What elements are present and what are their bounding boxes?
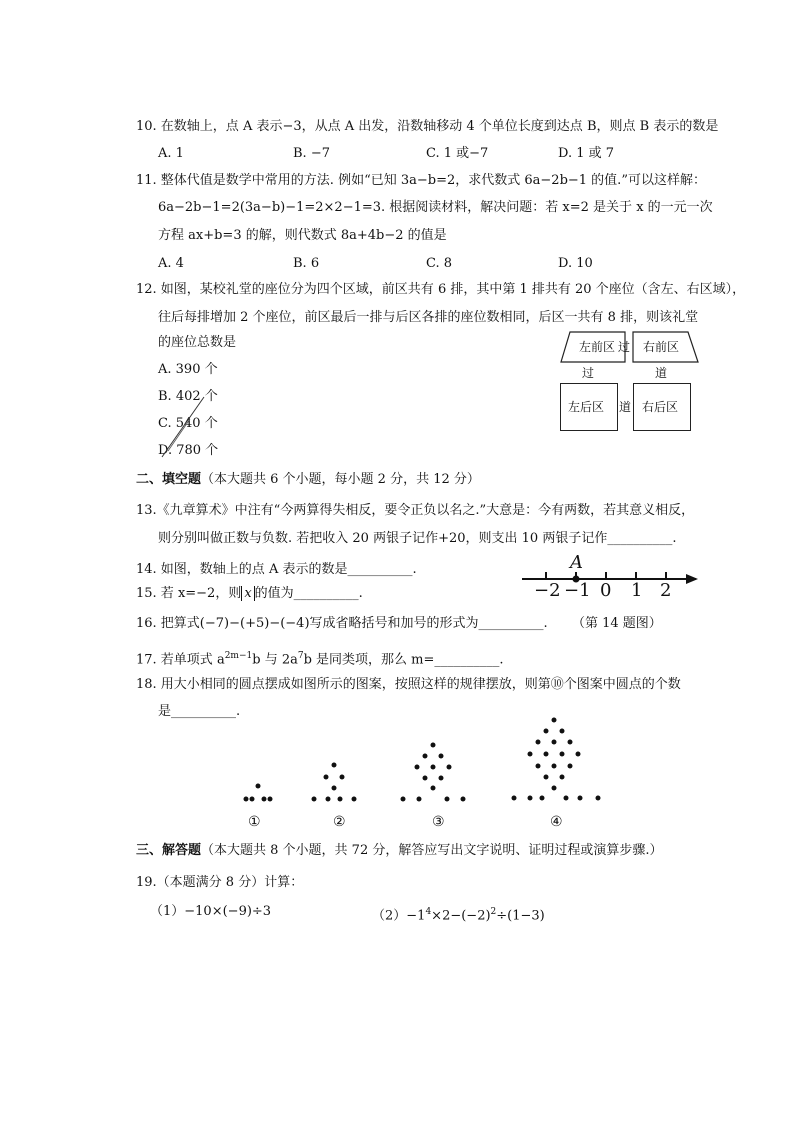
tick-label-1: 1 <box>631 580 643 601</box>
figure-label-1: ① <box>248 814 261 830</box>
q10-option-d: D. 1 或 7 <box>558 146 615 161</box>
tick-label-0: 0 <box>600 580 612 601</box>
aisle-top-label: 过 <box>618 340 631 354</box>
q17-mid: b 与 2a <box>252 652 298 668</box>
q19-part-1: （1）−10×(−9)÷3 <box>150 904 272 919</box>
section-2-title: 二、填空题 <box>136 472 202 487</box>
q11-option-a: A. 4 <box>158 256 184 271</box>
q15-text-pre: 15. 若 x=−2，则 <box>136 586 242 601</box>
section-2-note: （本大题共 6 个小题，每小题 2 分，共 12 分） <box>201 472 480 487</box>
q19-part-2 <box>372 904 545 924</box>
q14-stem: 14. 如图，数轴上的点 A 表示的数是__________. <box>136 562 417 577</box>
q15-stem <box>136 586 363 602</box>
q12-option-a: A. 390 个 <box>158 362 218 377</box>
q19-header: 19.（本题满分 8 分）计算： <box>136 875 304 890</box>
dot-pattern-2 <box>308 760 368 810</box>
q17-exp-2: 7 <box>297 651 304 661</box>
q10-option-b: B. −7 <box>293 146 330 161</box>
q15-abs-value <box>241 586 254 601</box>
back-right-label: 右后区 <box>642 400 679 414</box>
q11-line-1: 11. 整体代值是数学中常用的方法. 例如“已知 3a−b=2，求代数式 6a−2b−1 的值.”可以这样解： <box>136 173 706 188</box>
q11-option-b: B. 6 <box>293 256 320 271</box>
aisle-mid-label: 道 <box>619 400 632 414</box>
q13-line-1: 13.《九章算术》中注有“今两算得失相反，要令正负以名之.”大意是：今有两数，若其意义相反， <box>136 503 695 518</box>
point-a-label: A <box>570 552 583 573</box>
dot-pattern-4 <box>510 714 610 809</box>
q10-option-a: A. 1 <box>158 146 184 161</box>
q14-caption: （第 14 题图） <box>572 616 662 631</box>
q12-option-c: C. 540 个 <box>158 416 218 431</box>
pen-mark <box>160 395 220 465</box>
tick-label-neg1: −1 <box>564 580 591 601</box>
front-left-label: 左前区 <box>579 340 616 354</box>
q11-option-c: C. 8 <box>426 256 453 271</box>
q12-line-3: 的座位总数是 <box>158 335 237 350</box>
figure-label-4: ④ <box>550 814 563 830</box>
q11-line-3: 方程 ax+b=3 的解，则代数式 8a+4b−2 的值是 <box>158 228 447 243</box>
dot-pattern-3 <box>397 740 477 810</box>
q19-part-2-b: ×2−(−2) <box>431 908 491 924</box>
q10-option-c: C. 1 或−7 <box>426 146 489 161</box>
front-right-label: 右前区 <box>643 340 680 354</box>
section-2-header <box>136 472 480 488</box>
q16-stem: 16. 把算式(−7)−(+5)−(−4)写成省略括号和加号的形式为__________. <box>136 616 548 631</box>
figure-label-2: ② <box>333 814 346 830</box>
q19-part-2-exp-1: 4 <box>425 907 432 917</box>
q12-line-1: 12. 如图，某校礼堂的座位分为四个区域，前区共有 6 排，其中第 1 排共有 20 个座位（含左、右区域）， <box>136 282 746 297</box>
q13-line-2: 则分别叫做正数与负数. 若把收入 20 两银子记作+20，则支出 10 两银子记作__________. <box>158 531 677 546</box>
q12-option-d: D. 780 个 <box>158 443 219 458</box>
section-3-note: （本大题共 8 个小题，共 72 分，解答应写出文字说明、证明过程或演算步骤.） <box>201 843 663 858</box>
dot-pattern-1 <box>240 780 280 810</box>
q12-option-b: B. 402 个 <box>158 389 218 404</box>
q19-part-2-a: （2）−1 <box>372 908 426 924</box>
q10-stem: 10. 在数轴上，点 A 表示−3，从点 A 出发，沿数轴移动 4 个单位长度到达点 B，则点 B 表示的数是 <box>136 119 719 134</box>
q17-exp-1: 2m−1 <box>224 651 253 661</box>
section-3-title: 三、解答题 <box>136 843 202 858</box>
q11-line-2: 6a−2b−1=2(3a−b)−1=2×2−1=3. 根据阅读材料，解决问题：若 x=2 是关于 x 的一元一次 <box>158 200 713 215</box>
q18-line-2: 是__________. <box>158 704 241 719</box>
q18-line-1: 18. 用大小相同的圆点摆成如图所示的图案，按照这样的规律摆放，则第⑩个图案中圆点的个数 <box>136 677 681 692</box>
tick-label-2: 2 <box>660 580 672 601</box>
back-left-label: 左后区 <box>568 400 605 414</box>
section-3-header <box>136 843 663 859</box>
q17-post: b 是同类项，那么 m=__________. <box>303 652 504 668</box>
figure-label-3: ③ <box>432 814 445 830</box>
q15-abs-var: x <box>244 586 252 601</box>
q12-line-2: 往后每排增加 2 个座位，前区最后一排与后区各排的座位数相同，后区一共有 8 排，则该礼堂 <box>158 310 699 325</box>
q15-text-post: 的值为__________. <box>254 586 363 601</box>
q11-option-d: D. 10 <box>558 256 593 271</box>
q19-part-2-c: ÷(1−3) <box>496 908 545 924</box>
q19-part-2-exp-2: 2 <box>490 907 497 917</box>
aisle-left-label: 过 <box>582 366 595 380</box>
tick-label-neg2: −2 <box>534 580 561 601</box>
q17-pre: 17. 若单项式 a <box>136 652 225 668</box>
q17-stem <box>136 648 504 668</box>
aisle-right-label: 道 <box>655 366 668 380</box>
